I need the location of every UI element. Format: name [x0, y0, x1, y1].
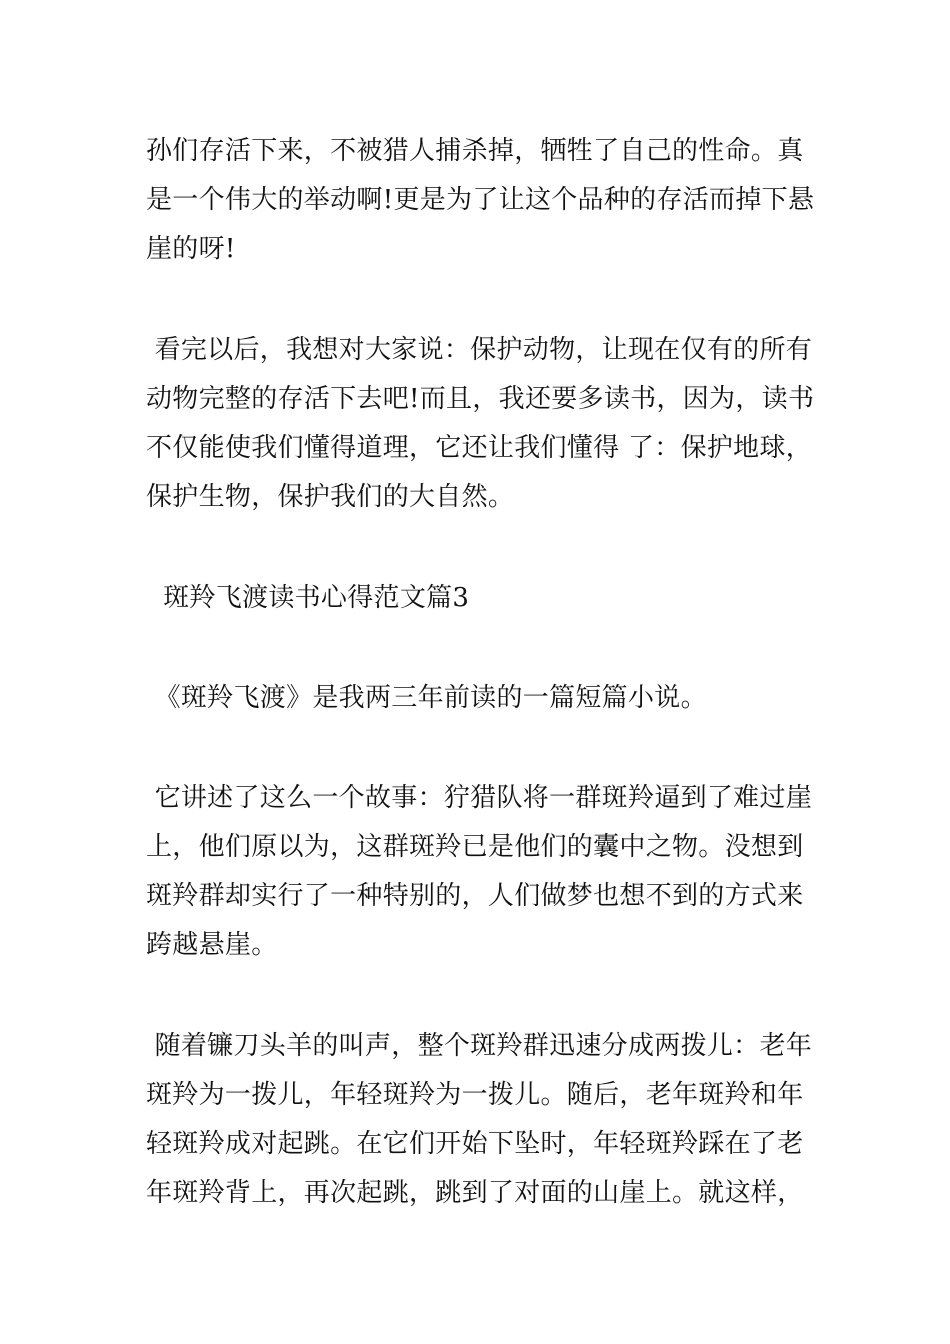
- text-line: 随着镰刀头羊的叫声，整个斑羚群迅速分成两拨儿：老年: [146, 1031, 813, 1061]
- text-line: 《斑羚飞渡》是我两三年前读的一篇短篇小说。: [146, 683, 707, 713]
- text-line: 斑羚为一拨儿，年轻斑羚为一拨儿。随后，老年斑羚和年: [146, 1080, 804, 1110]
- text-line: 上，他们原以为，这群斑羚已是他们的囊中之物。没想到: [146, 832, 804, 862]
- text-line: 孙们存活下来，不被猎人捕杀掉，牺牲了自己的性命。真: [146, 136, 804, 166]
- text-line: 动物完整的存活下去吧!而且，我还要多读书，因为，读书: [146, 384, 815, 414]
- text-line: 是一个伟大的举动啊!更是为了让这个品种的存活而掉下悬: [146, 185, 815, 215]
- text-line: 保护生物，保护我们的大自然。: [146, 482, 515, 512]
- text-line: 不仅能使我们懂得道理，它还让我们懂得 了：保护地球，: [146, 433, 813, 463]
- text-line: 轻斑羚成对起跳。在它们开始下坠时，年轻斑羚踩在了老: [146, 1129, 804, 1159]
- section-heading: 斑羚飞渡读书心得范文篇3: [146, 583, 470, 613]
- text-line: 年斑羚背上，再次起跳，跳到了对面的山崖上。就这样，: [146, 1178, 804, 1208]
- text-line: 跨越悬崖。: [146, 930, 278, 960]
- text-line: 看完以后，我想对大家说：保护动物，让现在仅有的所有: [146, 335, 813, 365]
- text-line: 崖的呀!: [146, 234, 236, 264]
- text-line: 斑羚群却实行了一种特别的，人们做梦也想不到的方式来: [146, 881, 804, 911]
- text-line: 它讲述了这么一个故事：狞猎队将一群斑羚逼到了难过崖: [146, 783, 813, 813]
